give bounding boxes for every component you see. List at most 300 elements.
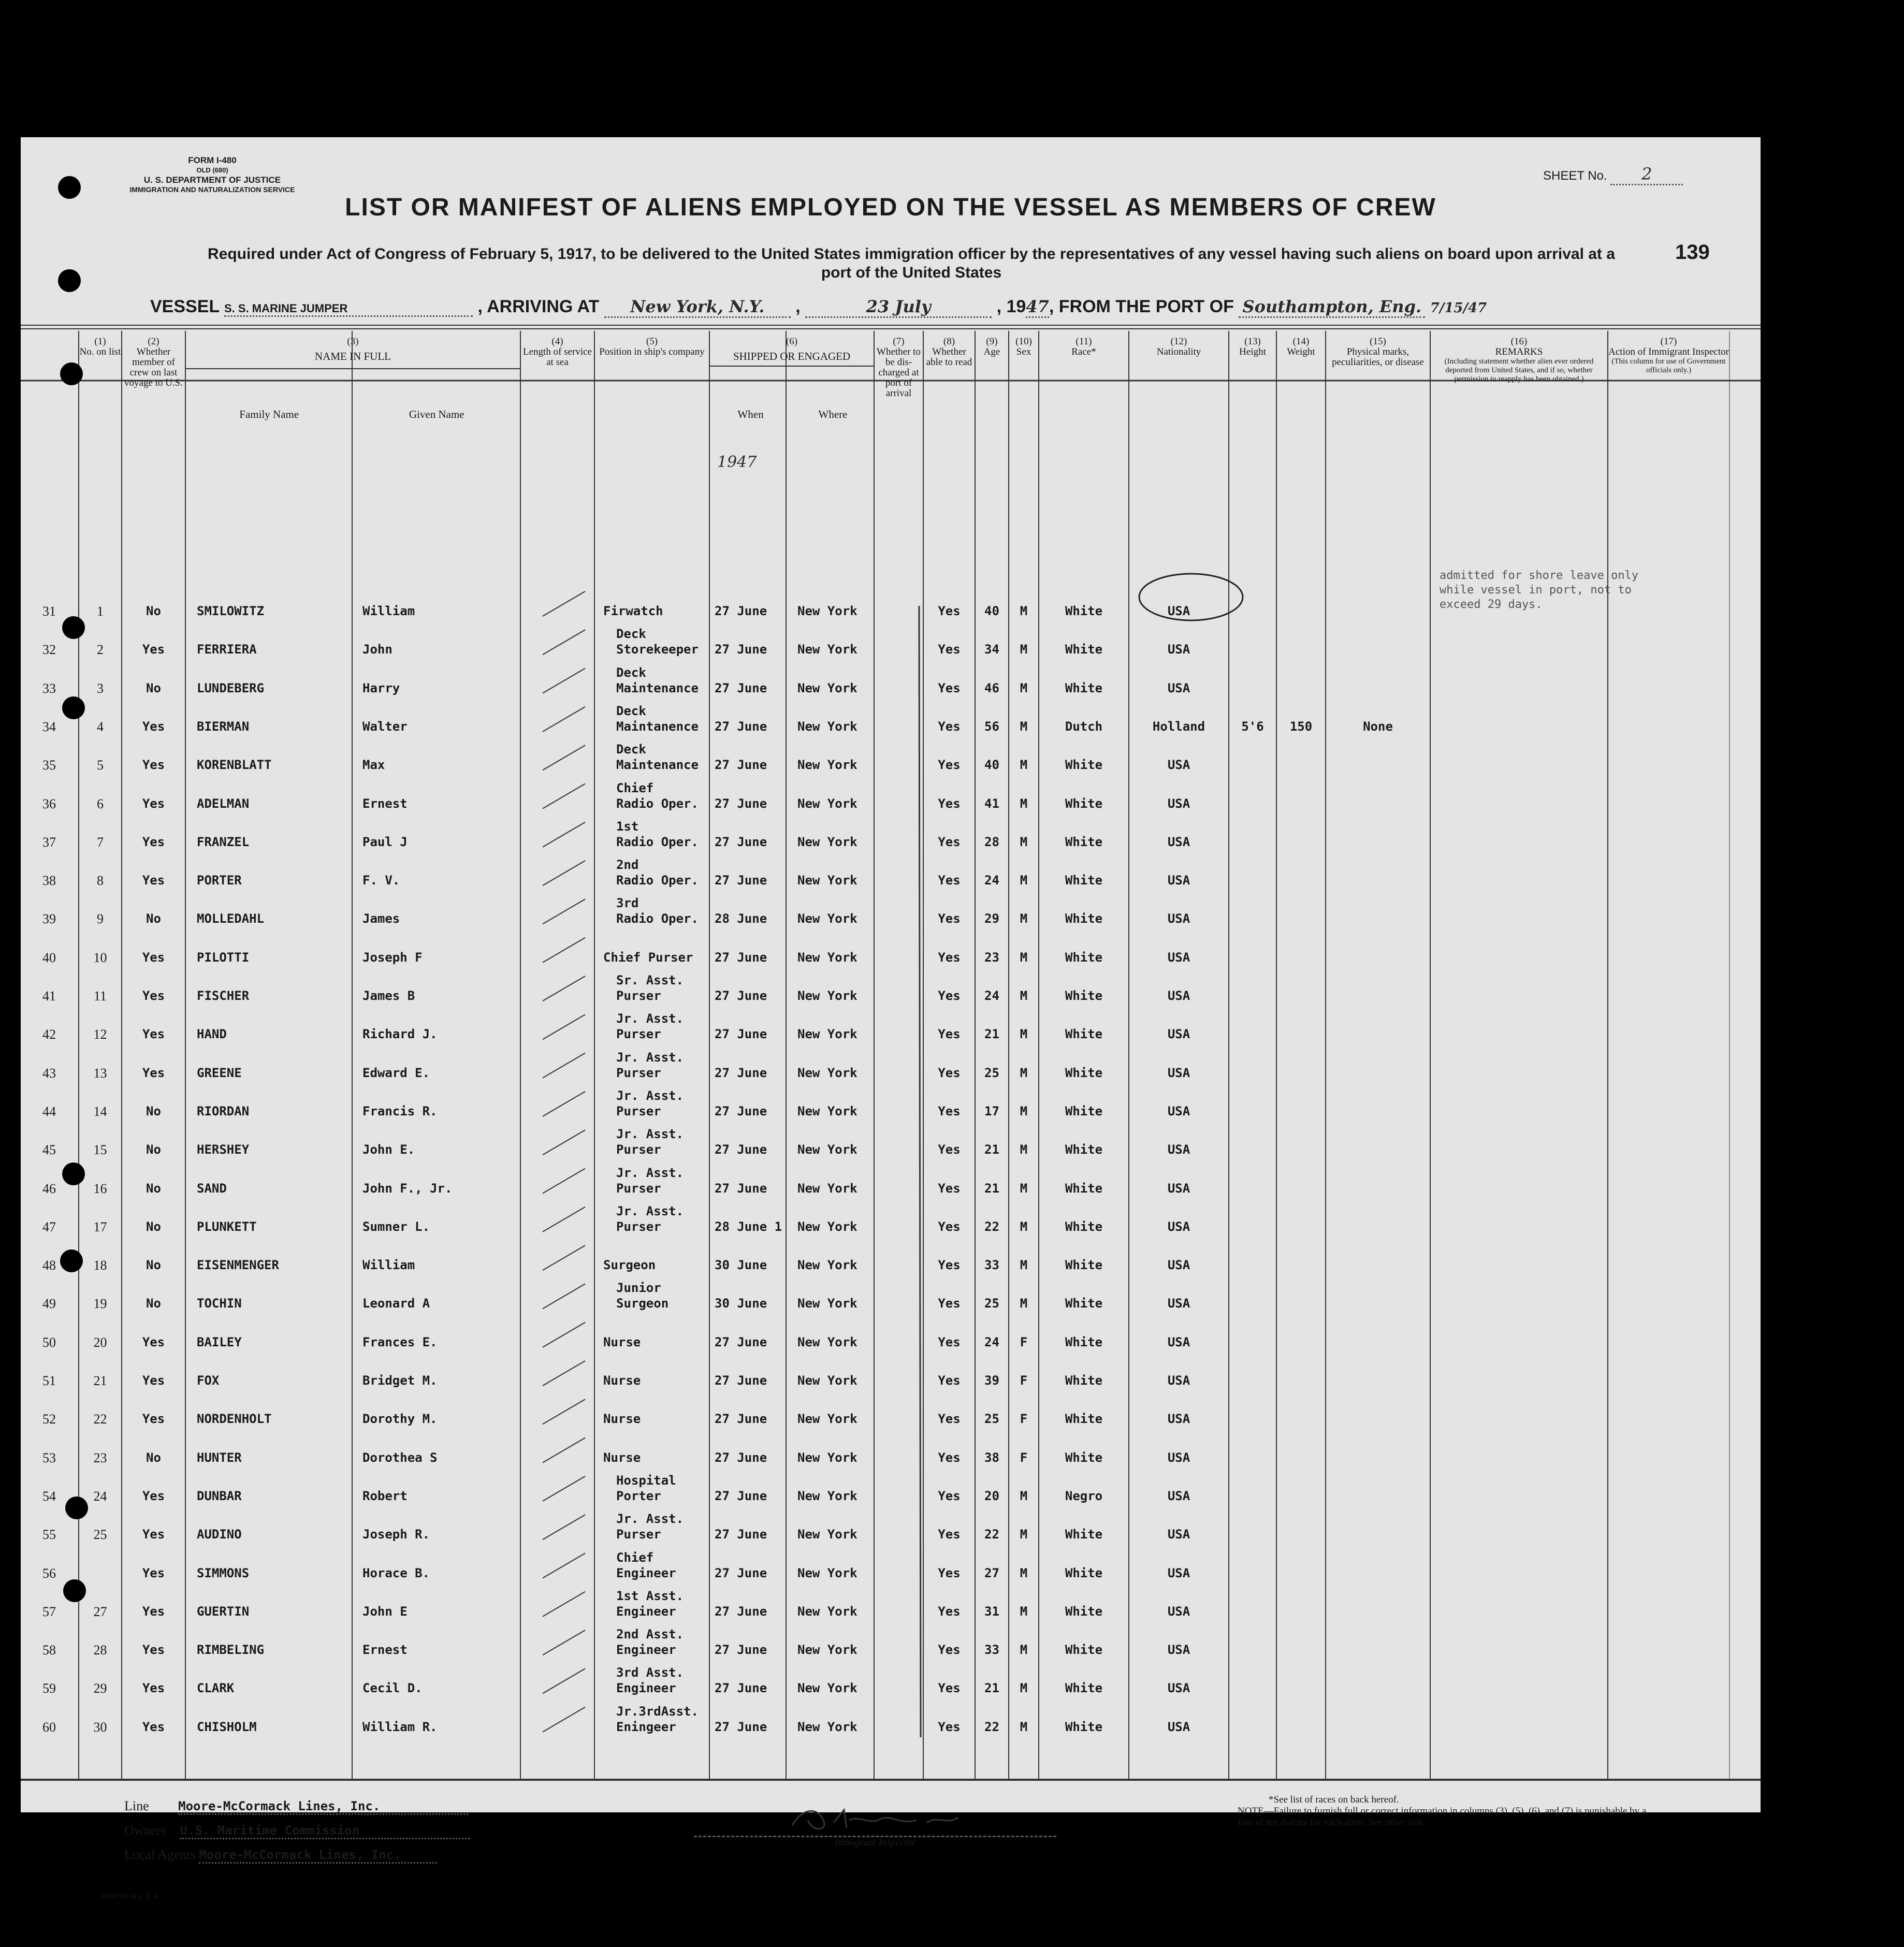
printed-in: PRINTED IN U. S. A.	[101, 1893, 159, 1900]
given-name: Joseph R.	[362, 1527, 430, 1542]
sex: M	[1020, 873, 1028, 888]
nationality: USA	[1167, 1643, 1190, 1658]
sheet-number: 2	[1610, 164, 1683, 185]
punch-hole	[58, 269, 81, 292]
position-line2: Purser	[616, 1027, 661, 1042]
column-header-4	[520, 337, 594, 368]
position: Nurse	[603, 1412, 641, 1427]
line-label: Line	[124, 1798, 149, 1813]
nationality: USA	[1167, 873, 1190, 888]
family-name: FOX	[197, 1373, 220, 1388]
given-name: William	[362, 604, 415, 618]
row-number: 6	[97, 796, 104, 811]
shipped-where: New York	[797, 1219, 857, 1234]
position-line1: Junior	[616, 1281, 661, 1296]
family-name: ADELMAN	[197, 796, 250, 811]
column-label: Position in ship's company	[599, 346, 705, 357]
family-name: PORTER	[197, 873, 242, 888]
sex: M	[1020, 1065, 1028, 1080]
arriving-at: New York, N.Y.	[604, 297, 791, 318]
column-number: (9)	[986, 336, 998, 347]
age: 40	[984, 604, 999, 618]
year-suffix: 47	[1026, 297, 1049, 318]
nationality: USA	[1167, 1258, 1190, 1273]
able-to-read: Yes	[938, 796, 961, 811]
sheet-number-field	[1543, 164, 1683, 185]
agents-field	[124, 1847, 437, 1864]
position-line2: Engineer	[616, 1604, 676, 1619]
sheet-label: SHEET No.	[1543, 169, 1607, 183]
sex: F	[1020, 1334, 1028, 1349]
column-number: (17)	[1660, 336, 1677, 347]
shipped-when: 27 June	[715, 1488, 767, 1503]
punch-hole	[62, 1163, 85, 1185]
sex: M	[1020, 911, 1028, 926]
shipped-where: New York	[797, 1296, 857, 1311]
age: 29	[984, 911, 999, 926]
race: White	[1065, 1142, 1103, 1157]
position: Nurse	[603, 1334, 641, 1349]
vessel-name: S. S. MARINE JUMPER	[224, 302, 473, 317]
sex: F	[1020, 1373, 1028, 1388]
column-label: SHIPPED OR ENGAGED	[733, 350, 851, 362]
shipped-where: New York	[797, 604, 857, 618]
shipped-where: New York	[797, 1412, 857, 1427]
last-voyage: Yes	[142, 1373, 165, 1388]
row-number: 21	[93, 1373, 107, 1388]
able-to-read: Yes	[938, 1681, 961, 1696]
position-line2: Surgeon	[616, 1296, 669, 1311]
age: 25	[984, 1296, 999, 1311]
shipped-when: 27 June	[715, 1373, 767, 1388]
column-number: (7)	[893, 336, 905, 347]
row-number: 30	[93, 1719, 107, 1735]
nationality: USA	[1167, 1681, 1190, 1696]
position-line1: Deck	[616, 627, 646, 642]
owners-label: Owners	[124, 1823, 166, 1838]
position: Nurse	[603, 1450, 641, 1465]
given-name: Max	[362, 758, 385, 773]
given-name: William	[362, 1258, 415, 1273]
able-to-read: Yes	[938, 758, 961, 773]
sex: M	[1020, 719, 1028, 734]
races-note: *See list of races on back hereof.	[1269, 1794, 1399, 1805]
able-to-read: Yes	[938, 1334, 961, 1349]
column-label: Height	[1239, 346, 1266, 357]
given-name: Ernest	[362, 796, 408, 811]
margin-line-number: 58	[42, 1643, 56, 1658]
shipped-where: New York	[797, 1334, 857, 1349]
family-name: AUDINO	[197, 1527, 242, 1542]
race: White	[1065, 1258, 1103, 1273]
shipped-where: New York	[797, 1719, 857, 1734]
margin-line-number: 51	[42, 1373, 56, 1388]
shipped-when: 27 June	[715, 1412, 767, 1427]
sex: M	[1020, 1103, 1028, 1118]
column-label: Whether able to read	[926, 346, 972, 368]
position-line1: Jr. Asst.	[616, 1050, 684, 1065]
given-name: Bridget M.	[362, 1373, 438, 1388]
race: White	[1065, 758, 1103, 773]
position-line1: Jr. Asst.	[616, 1011, 684, 1026]
able-to-read: Yes	[938, 1643, 961, 1658]
able-to-read: Yes	[938, 1604, 961, 1619]
margin-line-number: 42	[42, 1027, 56, 1042]
position-line2: Purser	[616, 1219, 661, 1234]
margin-line-number: 55	[42, 1527, 56, 1543]
shipped-where: New York	[797, 989, 857, 1003]
punch-hole	[65, 1496, 88, 1519]
given-name: Edward E.	[362, 1065, 430, 1080]
inspector-field	[694, 1805, 1056, 1849]
shipped-when: 28 June 1	[715, 1219, 782, 1234]
position-line2: Maintenance	[616, 758, 699, 773]
margin-line-number: 38	[42, 873, 56, 889]
family-name: SIMMONS	[197, 1565, 250, 1580]
column-number: (16)	[1510, 336, 1528, 347]
last-voyage: Yes	[142, 989, 165, 1003]
sex: M	[1020, 1142, 1028, 1157]
agents-label: Local Agents	[124, 1847, 196, 1862]
nationality: USA	[1167, 1181, 1190, 1196]
shipped-where: New York	[797, 680, 857, 695]
able-to-read: Yes	[938, 642, 961, 657]
given-name: William R.	[362, 1719, 438, 1734]
family-name: CHISHOLM	[197, 1719, 257, 1734]
sex: M	[1020, 989, 1028, 1003]
age: 56	[984, 719, 999, 734]
position-line1: 3rd Asst.	[616, 1665, 684, 1680]
age: 17	[984, 1103, 999, 1118]
race: White	[1065, 604, 1103, 618]
department: U. S. DEPARTMENT OF JUSTICE	[143, 175, 281, 185]
shipped-when: 27 June	[715, 758, 767, 773]
last-voyage: Yes	[142, 1643, 165, 1658]
sex: F	[1020, 1450, 1028, 1465]
age: 22	[984, 1219, 999, 1234]
punch-hole	[62, 616, 85, 639]
shipped-where: New York	[797, 1488, 857, 1503]
column-header-7	[874, 337, 923, 399]
race: Dutch	[1065, 719, 1103, 734]
given-name: Ernest	[362, 1643, 408, 1658]
sex: M	[1020, 834, 1028, 849]
form-identifier	[124, 155, 300, 195]
last-voyage: Yes	[142, 1412, 165, 1427]
nationality: USA	[1167, 1373, 1190, 1388]
position-line1: Sr. Asst.	[616, 973, 684, 987]
nationality: USA	[1167, 1565, 1190, 1580]
family-name: SAND	[197, 1181, 227, 1196]
column-header-2	[122, 337, 185, 388]
column-header-16	[1430, 337, 1608, 384]
last-voyage: Yes	[142, 1527, 165, 1542]
family-name: FERRIERA	[197, 642, 257, 657]
column-label: Physical marks, peculiarities, or disease	[1332, 346, 1424, 368]
column-header-5	[594, 337, 709, 357]
last-voyage: Yes	[142, 1334, 165, 1349]
position-line1: Jr. Asst.	[616, 1512, 684, 1527]
family-name: EISENMENGER	[197, 1258, 279, 1273]
able-to-read: Yes	[938, 911, 961, 926]
line-field	[124, 1798, 468, 1815]
family-name: RIORDAN	[197, 1103, 250, 1118]
race: White	[1065, 1604, 1103, 1619]
given-name: Sumner L.	[362, 1219, 430, 1234]
sex: M	[1020, 1296, 1028, 1311]
column-label: Race*	[1071, 346, 1096, 357]
sex: M	[1020, 796, 1028, 811]
remark-line3: exceed 29 days.	[1440, 598, 1543, 611]
shipped-when: 27 June	[715, 719, 767, 734]
position-line2: Radio Oper.	[616, 911, 699, 926]
nationality: USA	[1167, 1103, 1190, 1118]
row-number: 22	[93, 1412, 107, 1427]
column-number: (3)	[347, 336, 359, 347]
column-number: (10)	[1015, 336, 1032, 347]
inspector-label: Immigrant Inspector	[834, 1837, 916, 1848]
margin-line-number: 53	[42, 1450, 56, 1465]
height: 5'6	[1241, 719, 1264, 734]
family-name: FRANZEL	[197, 834, 250, 849]
from-port: Southampton, Eng.	[1239, 297, 1425, 318]
able-to-read: Yes	[938, 1258, 961, 1273]
row-number: 19	[93, 1296, 107, 1312]
column-label: REMARKS	[1495, 346, 1543, 357]
column-header-13	[1229, 337, 1276, 357]
column-label: No. on list	[79, 346, 121, 357]
shipped-where: New York	[797, 911, 857, 926]
position-line1: Jr. Asst.	[616, 1088, 684, 1103]
margin-line-number: 57	[42, 1604, 56, 1619]
nationality: USA	[1167, 604, 1190, 618]
row-number: 23	[93, 1450, 107, 1465]
punch-hole	[58, 176, 81, 199]
shipped-when: 27 June	[715, 1065, 767, 1080]
last-voyage: Yes	[142, 1604, 165, 1619]
given-name: John	[362, 642, 393, 657]
position: Nurse	[603, 1373, 641, 1388]
shipped-when: 28 June	[715, 911, 767, 926]
race: White	[1065, 1334, 1103, 1349]
margin-line-number: 31	[42, 604, 56, 619]
sex: M	[1020, 1681, 1028, 1696]
able-to-read: Yes	[938, 1219, 961, 1234]
age: 21	[984, 1027, 999, 1042]
penalty-note: NOTE—Failure to furnish full or correct information in columns (3), (5), (6), and (7) is punishable by a fine of ten dollars for each alien. See other side.	[1238, 1806, 1647, 1828]
nationality: USA	[1167, 950, 1190, 965]
margin-line-number: 44	[42, 1103, 56, 1119]
nationality: USA	[1167, 758, 1190, 773]
row-number: 24	[93, 1488, 107, 1504]
nationality-circle	[1134, 569, 1248, 626]
sex: M	[1020, 1219, 1028, 1234]
position-line1: 1st	[616, 819, 639, 834]
nationality: USA	[1167, 1027, 1190, 1042]
shipped-when: 27 June	[715, 1142, 767, 1157]
row-number: 1	[97, 604, 104, 619]
able-to-read: Yes	[938, 1181, 961, 1196]
shipped-when: 27 June	[715, 1334, 767, 1349]
position-line2: Porter	[616, 1488, 661, 1503]
shipped-where: New York	[797, 1681, 857, 1696]
race: White	[1065, 642, 1103, 657]
given-name: Robert	[362, 1488, 408, 1503]
position-line1: 2nd	[616, 858, 639, 873]
sex: M	[1020, 950, 1028, 965]
from-label: FROM THE PORT OF	[1058, 297, 1234, 316]
given-name: Francis R.	[362, 1103, 438, 1118]
able-to-read: Yes	[938, 680, 961, 695]
year-annotation: 1947	[717, 453, 757, 471]
shipped-when: 27 June	[715, 950, 767, 965]
last-voyage: Yes	[142, 1488, 165, 1503]
margin-line-number: 47	[42, 1219, 56, 1234]
age: 24	[984, 873, 999, 888]
position-line2: Purser	[616, 1065, 661, 1080]
able-to-read: Yes	[938, 1296, 961, 1311]
shipped-when: 27 June	[715, 1719, 767, 1734]
position-line1: 3rd	[616, 896, 639, 911]
column-header-17	[1608, 337, 1729, 375]
family-name: GUERTIN	[197, 1604, 250, 1619]
margin-line-number: 54	[42, 1488, 56, 1504]
age: 22	[984, 1527, 999, 1542]
race: White	[1065, 911, 1103, 926]
last-voyage: Yes	[142, 758, 165, 773]
nationality: USA	[1167, 1527, 1190, 1542]
from-date: 7/15/47	[1430, 300, 1487, 316]
age: 25	[984, 1412, 999, 1427]
race: White	[1065, 1373, 1103, 1388]
last-voyage: No	[146, 1181, 161, 1196]
nationality: USA	[1167, 642, 1190, 657]
family-name: FISCHER	[197, 989, 250, 1003]
column-number: (8)	[943, 336, 955, 347]
age: 27	[984, 1565, 999, 1580]
last-voyage: Yes	[142, 1681, 165, 1696]
position-line2: Radio Oper.	[616, 873, 699, 888]
margin-line-number: 35	[42, 758, 56, 773]
family-name: PLUNKETT	[197, 1219, 257, 1234]
age: 20	[984, 1488, 999, 1503]
nationality: USA	[1167, 1142, 1190, 1157]
race: White	[1065, 1181, 1103, 1196]
position-line1: 2nd Asst.	[616, 1627, 684, 1642]
given-name: Dorothy M.	[362, 1412, 438, 1427]
shipped-where: New York	[797, 1181, 857, 1196]
race: White	[1065, 1296, 1103, 1311]
column-header-8	[923, 337, 975, 368]
nationality: USA	[1167, 834, 1190, 849]
column-number: (1)	[94, 336, 106, 347]
nationality: USA	[1167, 1065, 1190, 1080]
position-line1: Jr. Asst.	[616, 1127, 684, 1142]
last-voyage: Yes	[142, 1065, 165, 1080]
nationality: USA	[1167, 911, 1190, 926]
remark-line1: admitted for shore leave only	[1440, 569, 1639, 582]
column-label: Nationality	[1156, 346, 1201, 357]
last-voyage: Yes	[142, 873, 165, 888]
family-name: DUNBAR	[197, 1488, 242, 1503]
punch-hole	[60, 1249, 83, 1272]
position-line2: Radio Oper.	[616, 796, 699, 811]
margin-line-number: 59	[42, 1681, 56, 1696]
last-voyage: No	[146, 1142, 161, 1157]
last-voyage: No	[146, 1296, 161, 1311]
nationality: Holland	[1152, 719, 1205, 734]
service: IMMIGRATION AND NATURALIZATION SERVICE	[129, 185, 295, 194]
shipped-when: 30 June	[715, 1296, 767, 1311]
given-name: Joseph F	[362, 950, 423, 965]
last-voyage: Yes	[142, 1719, 165, 1734]
position: Chief Purser	[603, 950, 693, 965]
shipped-when: 27 June	[715, 989, 767, 1003]
age: 33	[984, 1643, 999, 1658]
family-name: BAILEY	[197, 1334, 242, 1349]
form-number: FORM I-480	[188, 155, 237, 165]
column-label: Whether member of crew on last voyage to U.S.	[124, 346, 183, 388]
nationality: USA	[1167, 1412, 1190, 1427]
able-to-read: Yes	[938, 1412, 961, 1427]
column-header-12	[1129, 337, 1229, 357]
margin-line-number: 39	[42, 911, 56, 927]
margin-line-number: 48	[42, 1258, 56, 1273]
position-line1: Chief	[616, 1550, 654, 1565]
row-number: 25	[93, 1527, 107, 1543]
column-number: (12)	[1170, 336, 1187, 347]
shipped-where: New York	[797, 758, 857, 773]
sex: M	[1020, 1643, 1028, 1658]
nationality: USA	[1167, 1604, 1190, 1619]
remarks-shore-leave	[1440, 569, 1638, 612]
row-number: 7	[97, 834, 104, 850]
row-number: 28	[93, 1643, 107, 1658]
family-name: MOLLEDAHL	[197, 911, 265, 926]
row-number: 11	[93, 989, 107, 1004]
position-line2: Purser	[616, 1181, 661, 1196]
sex: M	[1020, 642, 1028, 657]
given-name: Paul J	[362, 834, 408, 849]
sex: M	[1020, 1258, 1028, 1273]
able-to-read: Yes	[938, 1450, 961, 1465]
age: 28	[984, 834, 999, 849]
last-voyage: No	[146, 680, 161, 695]
last-voyage: No	[146, 1103, 161, 1118]
margin-line-number: 32	[42, 642, 56, 658]
position-line1: Jr. Asst.	[616, 1165, 684, 1180]
shipped-when: 27 June	[715, 873, 767, 888]
agents-value: Moore-McCormack Lines, Inc.	[199, 1848, 437, 1864]
column-number: (2)	[148, 336, 159, 347]
family-name: HAND	[197, 1027, 227, 1042]
shipped-where: New York	[797, 719, 857, 734]
row-number: 3	[97, 680, 104, 696]
nationality: USA	[1167, 989, 1190, 1003]
position-line1: Hospital	[616, 1473, 676, 1488]
position-line2: Engineer	[616, 1681, 676, 1696]
race: White	[1065, 680, 1103, 695]
column-subheader: When	[737, 408, 764, 420]
column-label: Action of Immigrant Inspector	[1608, 346, 1729, 357]
last-voyage: Yes	[142, 796, 165, 811]
row-number: 13	[93, 1065, 107, 1081]
last-voyage: Yes	[142, 1027, 165, 1042]
given-name: F. V.	[362, 873, 400, 888]
margin-line-number: 40	[42, 950, 56, 965]
race: White	[1065, 1681, 1103, 1696]
row-number: 10	[93, 950, 107, 965]
